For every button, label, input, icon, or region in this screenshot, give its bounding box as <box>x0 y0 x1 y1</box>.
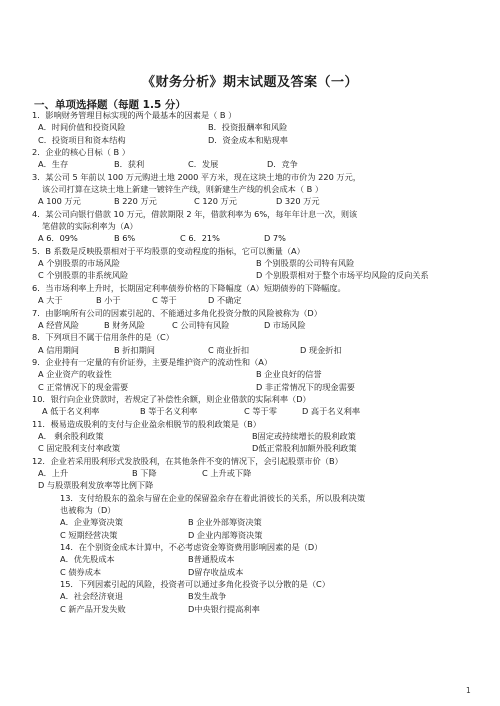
text-segment: 笔借款的实际利率为（A） <box>42 221 138 232</box>
text-segment: D 7% <box>264 233 286 244</box>
text-segment: A 经营风险 <box>38 319 79 330</box>
text-segment: D 企业内部筹资决策 <box>188 529 263 540</box>
text-line <box>32 516 472 528</box>
text-segment: C 正常情况下的现金需要 <box>38 381 129 392</box>
text-segment: C 公司特有风险 <box>172 319 230 330</box>
text-segment: B 企业良好的信誉 <box>256 369 322 380</box>
text-line <box>32 269 472 281</box>
text-line <box>32 381 472 393</box>
text-line <box>32 220 472 232</box>
text-line <box>32 183 472 195</box>
text-segment: C 债券成本 <box>60 566 102 577</box>
text-segment: C 6．21% <box>180 233 220 244</box>
text-line <box>32 232 472 244</box>
text-segment: C 个别股票的非系统风险 <box>38 270 129 281</box>
text-line <box>32 307 472 319</box>
text-segment: 11．极易造成股利的支付与企业盈余相脱节的股利政策是（B） <box>32 418 261 429</box>
text-line <box>32 553 472 565</box>
text-segment: A．生存 <box>38 159 69 170</box>
text-segment: D．竞争 <box>267 159 298 170</box>
text-segment: C 120 万元 <box>194 196 237 207</box>
text-segment: A 100 万元 <box>38 196 81 207</box>
text-segment: B 下降 <box>132 467 157 478</box>
text-segment: 10．银行向企业贷款时，若规定了补偿性余额，则企业借款的实际利率（D） <box>32 393 311 404</box>
text-segment: D 与股票股利发放率等比例下降 <box>38 480 154 491</box>
text-segment: A．时间价值和投资风险 <box>38 122 126 133</box>
text-segment: 12．企业若采用股利形式发放股利，在其他条件不变的情况下，会引起股票市价（B） <box>32 455 343 466</box>
text-segment: C 等于零 <box>244 406 277 417</box>
text-line <box>32 109 472 121</box>
text-segment: D中央银行提高利率 <box>188 603 260 614</box>
text-segment: C 固定股利支付率政策 <box>38 443 121 454</box>
text-segment: 也被称为（D） <box>60 505 116 515</box>
text-line <box>32 467 472 479</box>
text-segment: A 低于名义利率 <box>42 406 100 417</box>
text-segment: 7．由影响所有公司的因素引起的、不能通过多角化投资分散的风险被称为（D） <box>32 307 322 318</box>
text-segment: D 现金折扣 <box>300 344 342 355</box>
text-segment: B 等于名义利率 <box>140 406 198 417</box>
text-line <box>32 368 472 380</box>
text-segment: D低正常股利加额外股利政策 <box>252 443 357 454</box>
text-segment: C 新产品开发失败 <box>60 603 126 614</box>
text-line <box>32 418 472 430</box>
text-segment: A．上升 <box>38 467 69 478</box>
text-segment: 4．某公司向银行借款 10 万元，借款期限 2 年，借款利率为 6%，每年年计息一次，则该 <box>32 208 358 219</box>
text-segment: C．投资项目和资本结构 <box>38 134 126 145</box>
text-segment: D 市场风险 <box>264 319 306 330</box>
text-segment: 6．当市场利率上升时，长期固定利率债券价格的下降幅度（A）短期债券的下降幅度。 <box>32 282 346 293</box>
text-line <box>32 455 472 467</box>
text-segment: B固定或持续增长的股利政策 <box>252 430 356 441</box>
text-line <box>32 442 472 454</box>
text-segment: 8．下列项目不属于信用条件的是（C） <box>32 332 174 343</box>
text-line <box>32 578 472 590</box>
text-segment: B 220 万元 <box>114 196 157 207</box>
question-list <box>32 109 472 615</box>
text-line <box>32 492 472 504</box>
text-line <box>32 356 472 368</box>
text-line <box>32 430 472 442</box>
page-number: 1 <box>466 686 471 695</box>
text-line <box>32 479 472 491</box>
text-segment: 5．B 系数是反映股票相对于平均股票的变动程度的指标，它可以衡量（A） <box>32 245 305 256</box>
text-line <box>32 195 472 207</box>
document-title: 《财务分析》期末试题及答案（一） <box>141 75 358 90</box>
text-segment: 9．企业持有一定量的有价证券，主要是维护资产的流动性和（A） <box>32 356 273 367</box>
text-segment: B 财务风险 <box>104 319 145 330</box>
text-segment: C 短期经营决策 <box>60 529 118 540</box>
text-segment: D 个别股票相对于整个市场平均风险的反向关系 <box>256 270 429 281</box>
text-segment: D 非正常情况下的现金需要 <box>256 381 355 392</box>
text-line <box>32 566 472 578</box>
text-segment: 1．影响财务管理目标实现的两个最基本的因素是（ B ） <box>32 110 237 120</box>
text-segment: B 个别股票的公司特有风险 <box>256 258 355 269</box>
text-segment: C 等于 <box>152 295 177 306</box>
text-segment: B普通股成本 <box>188 554 235 565</box>
text-segment: D 不确定 <box>208 295 242 306</box>
text-segment: B 6% <box>114 233 136 244</box>
text-segment: D留存收益成本 <box>188 566 244 577</box>
text-line <box>32 541 472 553</box>
text-segment: D 320 万元 <box>276 196 320 207</box>
text-segment: B．投资报酬率和风险 <box>208 122 288 133</box>
text-segment: A 信用期间 <box>38 344 79 355</box>
text-segment: A 6．09% <box>38 233 78 244</box>
text-line <box>32 393 472 405</box>
text-line <box>32 134 472 146</box>
text-segment: B发生战争 <box>188 591 227 602</box>
text-segment: 3．某公司 5 年前以 100 万元购进土地 2000 平方米，现在这块土地的市价为 220 万元， <box>32 171 361 182</box>
text-line <box>32 121 472 133</box>
text-line <box>32 208 472 220</box>
text-line <box>32 294 472 306</box>
text-line <box>32 603 472 615</box>
text-segment: B．获利 <box>114 159 145 170</box>
text-segment: A． 剩余股利政策 <box>38 430 104 441</box>
text-segment: B 小于 <box>96 295 121 306</box>
text-line <box>32 405 472 417</box>
text-line <box>32 171 472 183</box>
text-segment: B 折扣期间 <box>114 344 155 355</box>
text-segment: A．企业筹资决策 <box>60 517 123 528</box>
text-segment: 13．支付给股东的盈余与留在企业的保留盈余存在着此消彼长的关系，所以股利决策 <box>60 492 366 503</box>
text-segment: 该公司打算在这块土地上新建一镀锌生产线，则新建生产线的机会成本（ B ） <box>42 184 324 195</box>
text-segment: A 个别股票的市场风险 <box>38 258 120 269</box>
text-line <box>32 282 472 294</box>
text-line <box>32 590 472 602</box>
section-heading: 一、单项选择题（每题 1.5 分） <box>34 99 186 111</box>
text-line <box>32 529 472 541</box>
text-segment: 2．企业的核心目标（ B ） <box>32 147 130 158</box>
text-line <box>32 245 472 257</box>
text-segment: A．社会经济衰退 <box>60 591 123 602</box>
text-segment: A 大于 <box>38 295 63 306</box>
text-segment: A．优先股成本 <box>60 554 115 565</box>
text-segment: 15．下列因素引起的风险，投资者可以通过多角化投资予以分散的是（C） <box>60 579 330 590</box>
text-line <box>32 504 472 516</box>
text-segment: C．发展 <box>188 159 219 170</box>
text-segment: 14．在个别资金成本计算中，不必考虑资金筹资费用影响因素的是（D） <box>60 542 323 553</box>
text-line <box>32 319 472 331</box>
text-segment: B 企业外部筹资决策 <box>188 517 262 528</box>
text-line <box>32 257 472 269</box>
text-line <box>32 331 472 343</box>
text-segment: C 上升或下降 <box>202 467 252 478</box>
text-line <box>32 158 472 170</box>
text-segment: C 商业折扣 <box>208 344 250 355</box>
text-segment: A 企业资产的收益性 <box>38 369 112 380</box>
text-segment: D 高于名义利率 <box>302 406 361 417</box>
text-segment: D．资金成本和贴现率 <box>208 134 288 145</box>
text-line <box>32 146 472 158</box>
text-line <box>32 344 472 356</box>
